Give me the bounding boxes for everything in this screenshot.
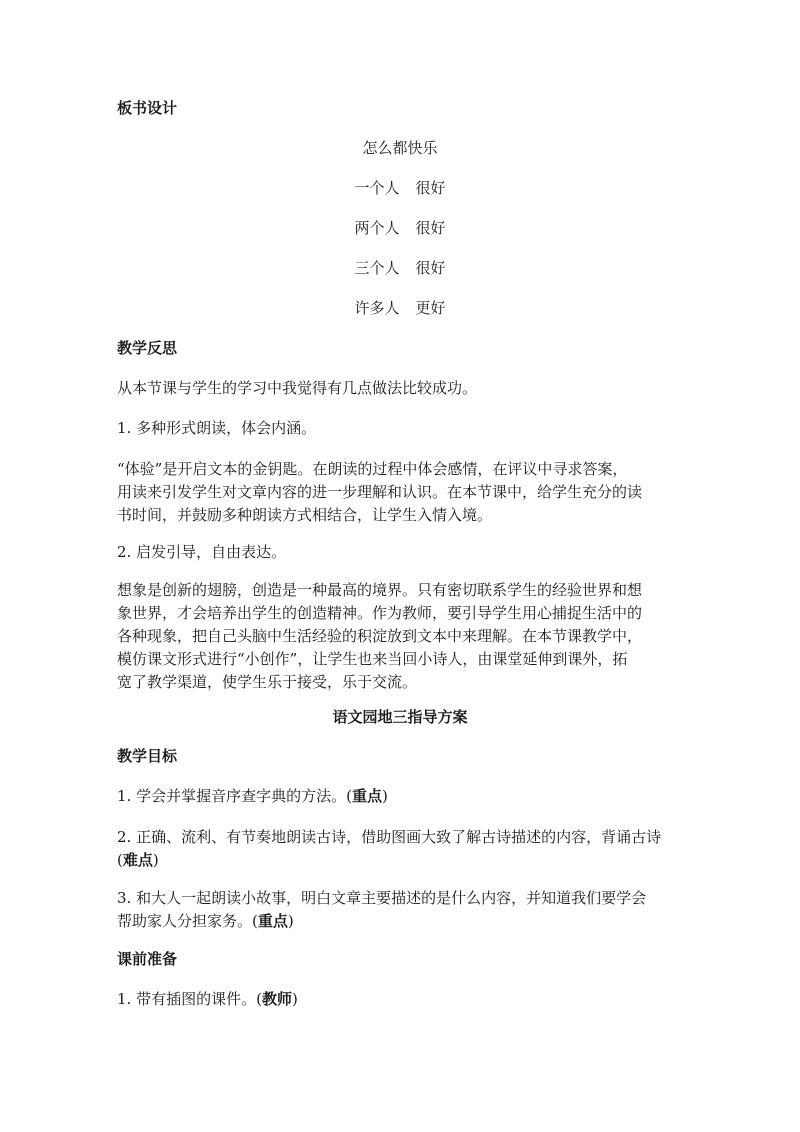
board-row-right: 更好 bbox=[415, 299, 446, 317]
goal-tag: 重点 bbox=[257, 912, 288, 930]
paragraph-line: “体验”是开启文本的金钥匙。在朗读的过程中体会感情，在评议中寻求答案， bbox=[117, 460, 628, 478]
paragraph-line: 各种现象，把自己头脑中生活经验的积淀放到文本中来理解。在本节课教学中， bbox=[117, 627, 643, 645]
board-row bbox=[0, 257, 800, 279]
section-heading-goals: 教学目标 bbox=[117, 747, 178, 765]
prep-item bbox=[117, 988, 298, 1010]
paragraph-line: 用读来引发学生对文章内容的进一步理解和认识。在本节课中，给学生充分的读 bbox=[117, 483, 643, 501]
paragraph-line: 象世界，才会培养出学生的创造精神。作为教师，要引导学生用心捕捉生活中的 bbox=[117, 604, 643, 622]
goal-item bbox=[117, 785, 388, 807]
goal-item bbox=[117, 910, 294, 932]
prep-text: 1. 带有插图的课件。( bbox=[117, 990, 262, 1008]
board-row-right: 很好 bbox=[415, 179, 446, 197]
board-row-right: 很好 bbox=[415, 219, 446, 237]
goal-close: ) bbox=[381, 787, 388, 805]
goal-line: 3. 和大人一起朗读小故事，明白文章主要描述的是什么内容，并知道我们要学会 bbox=[117, 889, 647, 907]
section-heading-reflection: 教学反思 bbox=[117, 339, 178, 357]
reflection-intro: 从本节课与学生的学习中我觉得有几点做法比较成功。 bbox=[117, 379, 478, 397]
paragraph-line: 想象是创新的翅膀，创造是一种最高的境界。只有密切联系学生的经验世界和想 bbox=[117, 581, 643, 599]
prep-close: ) bbox=[291, 990, 298, 1008]
reflection-point2-title: 2. 启发引导，自由表达。 bbox=[117, 543, 287, 561]
goal-tag: 重点 bbox=[351, 787, 382, 805]
reflection-point1-title: 1. 多种形式朗读，体会内涵。 bbox=[117, 419, 317, 437]
board-row-right: 很好 bbox=[415, 259, 446, 277]
section-heading-board-design: 板书设计 bbox=[117, 99, 178, 117]
board-row-left: 两个人 bbox=[354, 219, 400, 237]
plan-title: 语文园地三指导方案 bbox=[332, 708, 468, 726]
goal-text: 帮助家人分担家务。( bbox=[117, 912, 258, 930]
section-heading-prep: 课前准备 bbox=[117, 950, 178, 968]
board-row-left: 一个人 bbox=[354, 179, 400, 197]
board-row bbox=[0, 297, 800, 319]
goal-close: ) bbox=[287, 912, 294, 930]
goal-tag: 难点 bbox=[122, 851, 153, 869]
board-row-left: 三个人 bbox=[354, 259, 400, 277]
paragraph-line: 宽了教学渠道，使学生乐于接受，乐于交流。 bbox=[117, 673, 418, 691]
paragraph-line: 书时间，并鼓励多种朗读方式相结合，让学生入情入境。 bbox=[117, 506, 493, 524]
board-row-left: 许多人 bbox=[354, 299, 400, 317]
goal-line: 2. 正确、流利、有节奏地朗读古诗，借助图画大致了解古诗描述的内容，背诵古诗 bbox=[117, 828, 662, 846]
prep-tag: 教师 bbox=[261, 990, 292, 1008]
goal-item bbox=[117, 849, 159, 871]
goal-close: ) bbox=[152, 851, 159, 869]
goal-open: ( bbox=[117, 851, 123, 869]
paragraph-line: 模仿课文形式进行“小创作”，让学生也来当回小诗人，由课堂延伸到课外，拓 bbox=[117, 650, 628, 668]
goal-text: 1. 学会并掌握音序查字典的方法。( bbox=[117, 787, 352, 805]
board-title: 怎么都快乐 bbox=[362, 139, 438, 157]
board-row bbox=[0, 217, 800, 239]
board-row bbox=[0, 177, 800, 199]
